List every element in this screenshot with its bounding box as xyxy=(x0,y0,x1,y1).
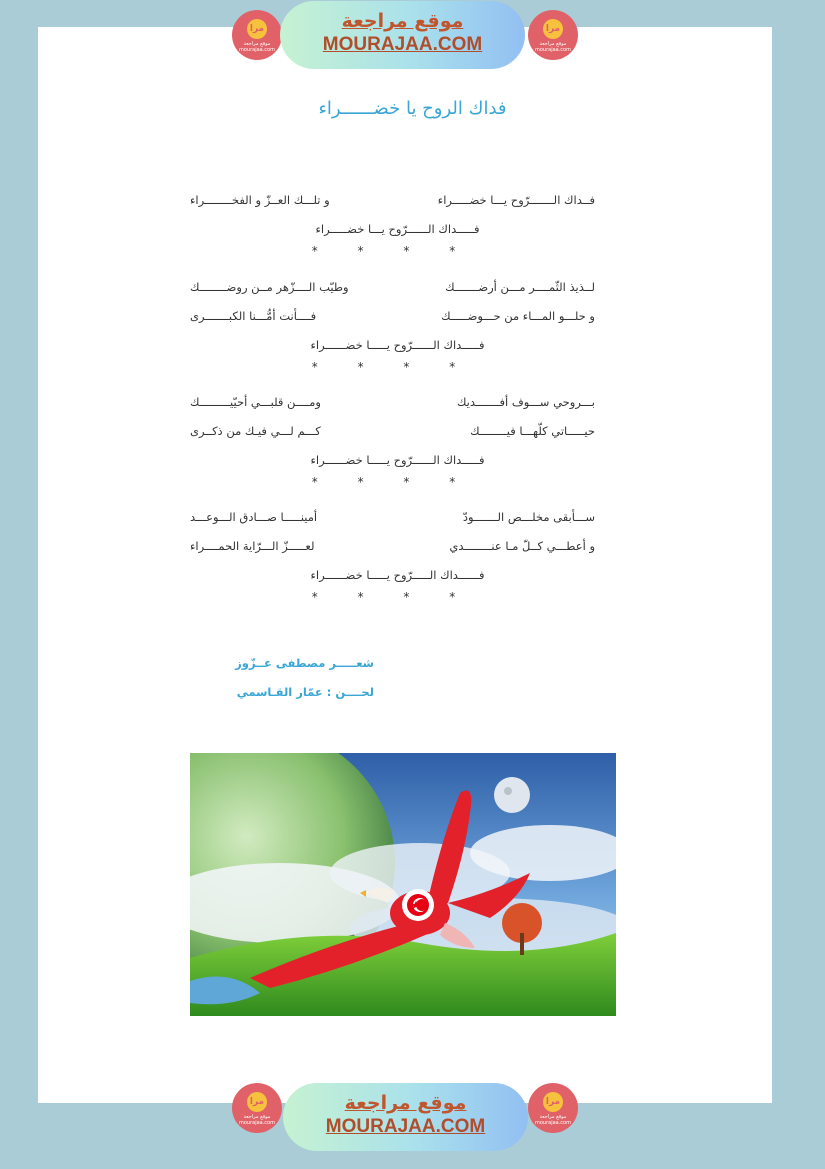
poem-line xyxy=(190,420,595,442)
site-name-arabic[interactable]: موقع مراجعة xyxy=(344,1092,467,1114)
poem-line xyxy=(190,391,595,413)
logo-mark-icon: مرا xyxy=(543,1092,563,1112)
hemistich-right: و حلـــو المـــاء من حـــوضـــــك xyxy=(441,309,595,323)
hemistich-left: لعـــــزّ الـــرّاية الحمــــراء xyxy=(190,539,315,553)
stanza-separator: * * * * xyxy=(311,244,474,258)
hemistich-right: بـــروحي ســـوف أفـــــــديك xyxy=(456,395,595,409)
hemistich-left: أمينـــــا صـــادق الـــوعـــد xyxy=(190,510,318,524)
eagle-flag-illustration xyxy=(190,753,616,1016)
hemistich-right: لــذيذ الثّمــــر مـــن أرضـــــــك xyxy=(445,280,595,294)
poem-line xyxy=(190,535,595,557)
poem-line xyxy=(190,449,595,471)
poem-line xyxy=(190,564,595,586)
poem-line xyxy=(190,276,595,298)
stanza-separator: * * * * xyxy=(311,475,474,489)
refrain-text: فـــــداك الــــــرّوح يـــا خضـــــراء xyxy=(315,222,480,236)
site-name-link[interactable]: MOURAJAA.COM xyxy=(322,34,483,55)
logo-text: موقع مراجعة mourajaa.com xyxy=(534,41,571,53)
composer-credit: لحــــن : عمّار القـاسمي xyxy=(236,685,374,699)
site-name-arabic[interactable]: موقع مراجعة xyxy=(341,10,464,32)
footer-logo-right[interactable] xyxy=(528,1083,578,1133)
hemistich-right: و أعطـــي كــلّ مـا عنــــــــدي xyxy=(449,539,595,553)
logo-text: موقع مراجعة mourajaa.com xyxy=(238,41,275,53)
site-logo-left[interactable] xyxy=(232,10,282,60)
refrain-text: فـــــداك الــــــرّوح يـــــا خضــــــراء xyxy=(310,338,485,352)
stanza-separator: * * * * xyxy=(311,590,474,604)
poem-line xyxy=(190,305,595,327)
hemistich-left: ومــــن قلبـــي أحيّيـــــــــك xyxy=(190,395,321,409)
hemistich-left: و تلـــك العــزّ و الفخــــــــراء xyxy=(190,193,330,207)
logo-mark-icon: مرا xyxy=(247,1092,267,1112)
footer-logo-left[interactable] xyxy=(232,1083,282,1133)
logo-text: موقع مراجعة mourajaa.com xyxy=(534,1114,571,1126)
poem-line xyxy=(190,189,595,211)
refrain-text: فـــــداك الــــــرّوح يـــــا خضــــــراء xyxy=(310,453,485,467)
logo-text: موقع مراجعة mourajaa.com xyxy=(238,1114,275,1126)
hemistich-left: وطيّب الــــزّهر مــن روضــــــــك xyxy=(190,280,349,294)
hemistich-right: حيـــــاتي كلّهـــا فيــــــــك xyxy=(470,424,595,438)
hemistich-left: كـــم لـــي فيـك من ذكــرى xyxy=(190,424,321,438)
poem-line xyxy=(190,334,595,356)
poet-credit: شعـــــر مصطفى عــزّوز xyxy=(235,656,374,670)
hemistich-right: ســـأبقى مخلـــص الـــــــودّ xyxy=(462,510,595,524)
site-logo-right[interactable] xyxy=(528,10,578,60)
poem-line xyxy=(190,218,595,240)
stanza-separator: * * * * xyxy=(311,360,474,374)
logo-mark-icon: مرا xyxy=(543,19,563,39)
hemistich-left: فــــأنت أمُّـــنا الكبـــــــرى xyxy=(190,309,317,323)
poem-title: فداك الروح يا خضــــــراء xyxy=(318,98,507,119)
logo-mark-icon: مرا xyxy=(247,19,267,39)
poem-line xyxy=(190,506,595,528)
hemistich-right: فــداك الـــــــرّوح يـــا خضـــــراء xyxy=(437,193,595,207)
site-header-banner[interactable] xyxy=(280,1,525,69)
site-name-link[interactable]: MOURAJAA.COM xyxy=(325,1116,486,1137)
site-footer-banner[interactable] xyxy=(283,1083,528,1151)
refrain-text: فــــــداك الـــــرّوح يـــــا خضــــــراء xyxy=(310,568,485,582)
eagle-flag-svg xyxy=(190,753,616,1016)
